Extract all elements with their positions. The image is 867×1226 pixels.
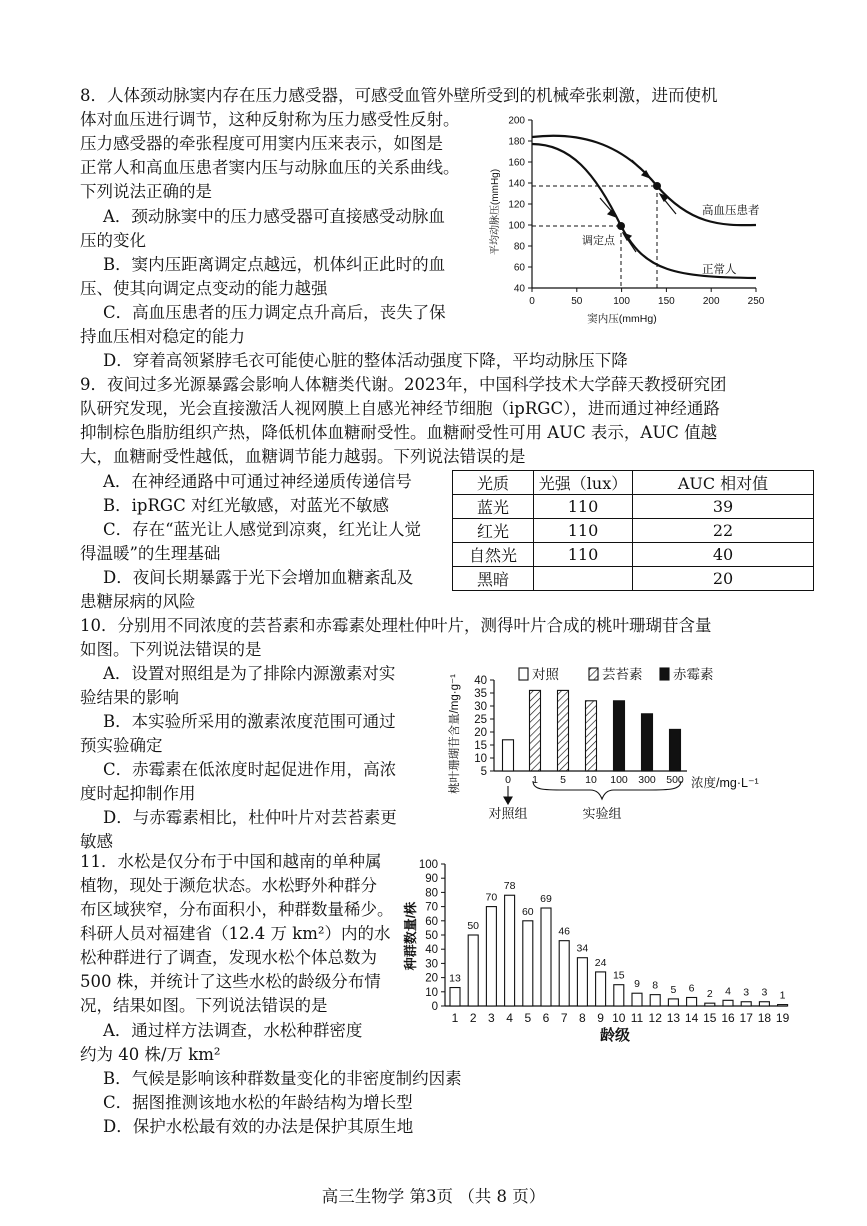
q11-x-tick-label: 11 [630,1011,644,1025]
q8-label-normal: 正常人 [702,264,737,276]
q11-x-tick-label: 18 [757,1011,772,1025]
q9-line-2: 队研究发现，光会直接激活人视网膜上自感光神经节细胞（ipRGC），进而通过神经通路 [80,399,720,418]
q10-legend-label: 赤霉素 [673,667,714,682]
q11-y-tick-label: 40 [425,944,438,957]
q11-option-a-2: 约为 40 株/万 km² [80,1045,221,1064]
q10-group-control: 对照组 [488,806,528,821]
q8-y-tick-label: 140 [508,178,525,190]
q8-y-tick-label: 200 [508,115,525,127]
q11-data-label: 78 [503,880,516,893]
table-cell: 红光 [453,519,534,543]
q10-line-1: 10．分别用不同浓度的芸苔素和赤霉素处理杜仲叶片，测得叶片合成的桃叶珊瑚苷含量 [80,616,712,635]
q11-bar [468,935,478,1006]
q11-line-3: 布区域狭窄，分布面积小，种群数量稀少。 [80,900,394,919]
table-cell: 黑暗 [453,567,534,591]
q10-bar [586,701,597,771]
q11-bar [577,958,587,1006]
q10-legend-label: 对照 [532,667,559,682]
q8-x-tick-label: 200 [702,296,720,307]
table-header-row [453,471,814,495]
q11-bar [668,999,678,1006]
q11-x-tick-label: 15 [703,1011,717,1025]
q8-line-3: 压力感受器的牵张程度可用窦内压来表示，如图是 [80,134,443,153]
table-cell: 40 [633,543,814,567]
q11-y-tick-label: 100 [418,859,438,871]
q9-option-b: B．ipRGC 对红光敏感，对蓝光不敏感 [103,496,389,515]
q11-x-axis-label: 龄级 [599,1027,631,1044]
q8-hyper-setpoint [653,182,661,190]
q11-x-tick-label: 7 [560,1011,568,1025]
q11-data-label: 4 [725,985,731,998]
q10-option-a-1: A．设置对照组是为了排除内源激素对实 [103,664,396,683]
table-cell: 39 [633,495,814,519]
q8-x-tick-label: 0 [529,296,535,307]
q10-option-b-2: 预实验确定 [80,736,163,755]
table-cell: 蓝光 [453,495,534,519]
q10-legend-swatch [519,668,528,680]
q11-y-tick-label: 70 [425,901,438,914]
q11-x-tick-label: 12 [648,1011,662,1025]
q9-line-1: 9．夜间过多光源暴露会影响人体糖类代谢。2023年，中国科学技术大学薛天教授研究团 [80,375,727,394]
q11-data-label: 46 [558,925,571,938]
q10-option-b-1: B．本实验所采用的激素浓度范围可通过 [103,712,396,731]
q10-x-tick-label: 0 [505,774,511,786]
q11-data-label: 13 [449,972,461,985]
q8-x-tick-label: 50 [571,296,583,307]
q10-y-tick-label: 5 [480,766,487,778]
q11-x-tick-label: 4 [506,1011,513,1025]
q8-line-1: 8．人体颈动脉窦内存在压力感受器，可感受血管外壁所受到的机械牵张刺激，进而使机 [80,86,718,105]
q11-y-tick-label: 80 [425,887,438,900]
q8-y-axis-label: 平均动脉压(mmHg) [490,168,501,256]
q10-x-ticks [505,774,684,786]
page-footer: 高三生物学 第3页 （共 8 页） [321,1187,546,1206]
q8-label-hypertension: 高血压患者 [702,205,760,217]
q8-y-tick-label: 80 [513,241,525,253]
q11-bar [759,1002,769,1006]
q8-y-tick-label: 160 [508,157,525,169]
q11-y-tick-label: 10 [425,986,438,999]
q10-y-tick-label: 35 [474,688,487,700]
table-header-cell: 光强（lux） [534,471,633,495]
q11-bar [778,1005,788,1006]
q8-label-setpoint: 调定点 [582,235,615,247]
q10-y-tick-label: 10 [474,753,487,765]
table-row [453,543,814,567]
q11-x-tick-label: 14 [684,1011,699,1025]
q11-y-tick-label: 60 [425,915,438,928]
q11-x-ticks [452,1011,790,1025]
q11-data-label: 3 [761,986,768,999]
q11-data-label: 2 [706,988,713,1001]
q11-option-d: D．保护水松最有效的办法是保护其原生地 [103,1117,414,1136]
q10-legend-label: 芸苔素 [602,667,643,682]
table-cell: 自然光 [453,543,534,567]
q11-line-1: 11．水松是仅分布于中国和越南的单种属 [80,852,382,871]
q10-y-ticks [474,675,494,778]
q8-y-tick-label: 180 [508,136,525,148]
q8-option-a-2: 压的变化 [80,231,146,250]
q8-line-2: 体对血压进行调节，这种反射称为压力感受性反射。 [80,110,460,129]
q8-y-tick-label: 100 [508,220,525,232]
q8-line-4: 正常人和高血压患者窦内压与动脉血压的关系曲线。 [80,158,460,177]
q8-option-c-2: 持血压相对稳定的能力 [80,327,245,346]
q8-option-c-1: C．高血压患者的压力调定点升高后，丧失了保 [103,303,446,322]
q9-option-d-2: 患糖尿病的风险 [80,592,196,611]
q8-y-tick-label: 120 [508,199,525,211]
q11-bar [632,993,642,1006]
q11-bar [650,995,660,1006]
q11-y-axis-label: 种群数量/株 [403,901,418,971]
q8-x-axis-label: 窦内压(mmHg) [587,313,657,325]
q11-bar [486,907,496,1006]
table-cell [534,567,633,591]
q8-option-a-1: A．颈动脉窦中的压力感受器可直接感受动脉血 [103,207,445,226]
q8-option-b-2: 压、使其向调定点变动的能力越强 [80,279,328,298]
q10-option-d-2: 敏感 [80,832,113,851]
q8-y-tick-label: 60 [513,262,525,274]
q11-x-tick-label: 13 [666,1011,681,1025]
q11-y-ticks [419,859,445,1013]
q10-y-tick-label: 30 [474,701,487,713]
q10-option-a-2: 验结果的影响 [80,688,179,707]
q10-bar [558,690,569,771]
q11-x-tick-label: 8 [579,1011,586,1025]
q8-x-tick-label: 100 [613,296,630,307]
q10-x-tick-label: 1 [532,774,538,786]
q11-bar [541,908,551,1006]
q11-bar [687,997,697,1006]
q8-option-b-1: B．窦内压距离调定点越远，机体纠正此时的血 [103,255,446,274]
q11-bar [559,941,569,1006]
q11-data-label: 24 [594,956,607,969]
table-cell: 22 [633,519,814,543]
q11-bar [523,921,533,1006]
q10-bar [670,729,681,771]
q9-option-c-2: 得温暖”的生理基础 [80,544,221,563]
q8-option-d: D．穿着高领紧脖毛衣可能使心脏的整体活动强度下降，平均动脉压下降 [103,351,628,370]
q10-option-c-2: 度时起抑制作用 [80,784,196,803]
q11-option-a-1: A．通过样方法调查，水松种群密度 [103,1021,363,1040]
q11-data-label: 70 [485,891,498,904]
q10-legend-swatch [660,668,669,680]
q10-option-d-1: D．与赤霉素相比，杜仲叶片对芸苔素更 [103,808,397,827]
q11-bar [705,1003,715,1006]
q10-bar [642,714,653,771]
q8-y-ticks [508,116,532,295]
q10-x-axis-label: 浓度/mg·L⁻¹ [691,776,759,790]
q10-y-tick-label: 15 [474,740,487,752]
q11-option-b: B．气候是影响该种群数量变化的非密度制约因素 [103,1069,462,1088]
q11-y-tick-label: 20 [425,972,438,985]
q8-normal-setpoint [617,222,625,230]
q11-x-tick-label: 19 [775,1011,790,1025]
q11-y-tick-label: 50 [425,930,438,942]
q11-line-7: 况，结果如图。下列说法错误的是 [80,996,328,1015]
q8-x-tick-label: 250 [747,296,765,307]
q11-bar [614,985,624,1006]
q11-option-c: C．据图推测该地水松的年龄结构为增长型 [103,1093,413,1112]
table-header-cell: AUC 相对值 [633,471,814,495]
q10-line-2: 如图。下列说法错误的是 [80,640,262,659]
q11-bar [741,1002,751,1006]
q11-bar [450,988,460,1006]
table-cell: 110 [534,495,633,519]
q11-x-tick-label: 3 [488,1011,495,1025]
q11-bar [596,972,606,1006]
table-cell: 110 [534,543,633,567]
q9-option-a: A．在神经通路中可通过神经递质传递信号 [103,472,412,491]
q11-bars [449,880,787,1006]
q11-x-tick-label: 2 [469,1011,477,1025]
q11-x-tick-label: 17 [739,1011,753,1025]
q11-line-2: 植物，现处于濒危状态。水松野外种群分 [80,876,377,895]
q11-data-label: 60 [521,905,534,918]
q11-line-4: 科研人员对福建省（12.4 万 km²）内的水 [80,924,391,943]
q9-light-table [452,470,814,591]
q11-x-tick-label: 10 [612,1011,626,1025]
table-cell: 110 [534,519,633,543]
q11-data-label: 3 [743,986,750,999]
q8-x-tick-label: 150 [658,296,675,307]
q10-bar [503,740,514,771]
q11-data-label: 5 [670,983,677,996]
q8-line-5: 下列说法正确的是 [80,182,212,201]
q11-data-label: 6 [688,982,695,995]
q11-x-tick-label: 16 [721,1011,735,1025]
q10-experiment-brace [533,781,681,799]
q11-data-label: 34 [576,942,589,955]
q11-x-tick-label: 6 [542,1011,550,1025]
q10-x-tick-label: 5 [560,774,566,786]
q11-y-tick-label: 0 [431,1001,438,1013]
q11-data-label: 69 [540,893,552,906]
q11-data-label: 9 [634,978,640,991]
q10-bar [614,701,625,771]
q10-group-experiment: 实验组 [582,806,622,821]
q11-data-label: 50 [467,920,480,932]
q10-y-tick-label: 25 [474,714,487,726]
q8-chart [480,112,770,332]
q10-y-tick-label: 20 [474,727,487,739]
q11-bar [723,1000,733,1006]
q10-y-axis-label: 桃叶珊瑚苷含量/mg·g⁻¹ [449,674,461,794]
q9-line-3: 抑制棕色脂肪组织产热，降低机体血糖耐受性。血糖耐受性可用 AUC 表示，AUC 值越 [80,423,718,442]
q8-x-ticks [529,288,765,307]
q10-x-tick-label: 300 [638,774,656,786]
q10-bar [530,690,541,771]
table-header-cell: 光质 [453,471,534,495]
q11-line-5: 松种群进行了调查，发现水松个体总数为 [80,948,377,967]
q9-option-c-1: C．存在“蓝光让人感觉到凉爽，红光让人觉 [103,520,422,539]
q10-legend-swatch [589,668,598,680]
q10-option-c-1: C．赤霉素在低浓度时起促进作用，高浓 [103,760,397,779]
q10-bars [503,690,681,771]
q11-bar [505,895,515,1006]
q11-x-tick-label: 1 [451,1011,459,1025]
q11-data-label: 8 [652,979,659,992]
q11-y-tick-label: 30 [425,958,438,971]
q10-y-tick-label: 40 [474,675,487,687]
q10-x-tick-label: 100 [610,774,628,786]
table-cell: 20 [633,567,814,591]
q11-chart [395,852,795,1052]
q8-y-tick-label: 40 [513,283,525,295]
q11-y-tick-label: 90 [425,873,438,886]
table-row [453,519,814,543]
q11-x-tick-label: 9 [597,1011,604,1025]
q9-option-d-1: D．夜间长期暴露于光下会增加血糖紊乱及 [103,568,414,587]
table-row [453,495,814,519]
q10-legend [519,666,714,682]
q11-x-tick-label: 5 [524,1011,532,1025]
q9-line-4: 大，血糖耐受性越低，血糖调节能力越弱。下列说法错误的是 [80,447,526,466]
table-row [453,567,814,591]
q11-data-label: 1 [779,989,786,1002]
q11-line-6: 500 株，并统计了这些水松的龄级分布情 [80,972,381,991]
q10-chart [425,650,770,825]
q10-x-tick-label: 10 [585,774,597,786]
q10-x-tick-label: 500 [666,774,684,786]
q11-data-label: 15 [612,969,625,982]
